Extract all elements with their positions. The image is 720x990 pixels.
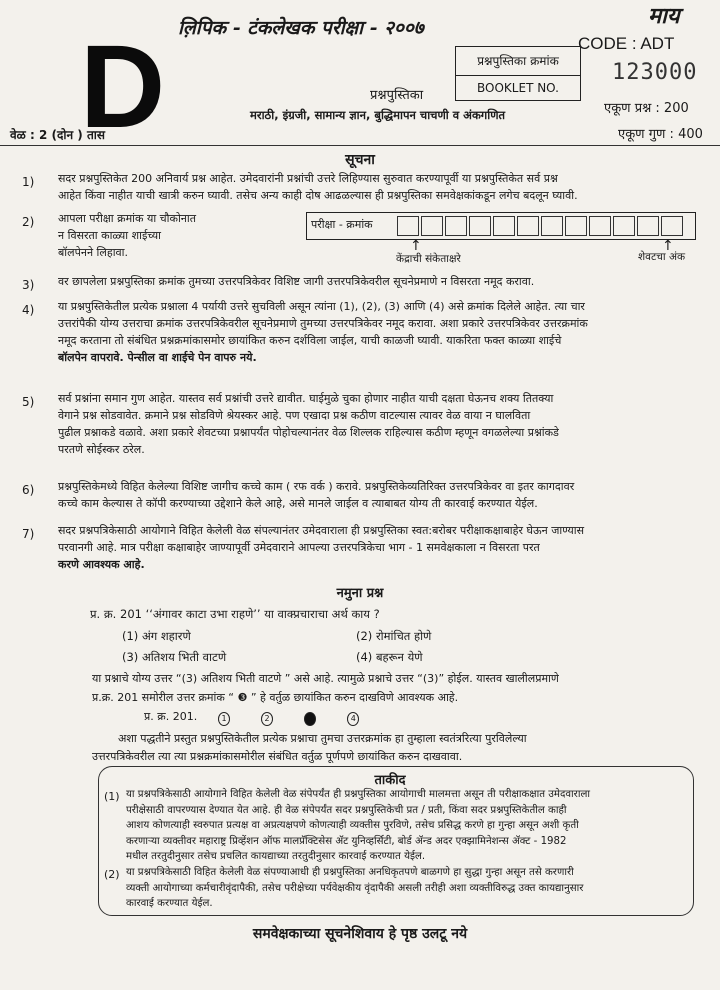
warning-heading: ताकीद — [374, 773, 406, 788]
bubble-option-1: 1 — [218, 712, 230, 726]
instruction-5 — [58, 390, 710, 458]
answer-bubbles — [218, 708, 359, 727]
footer-note: समवेक्षकाच्या सूचनेशिवाय हे पृष्ठ उलटू नये — [252, 926, 468, 942]
instruction-1 — [58, 170, 710, 204]
booklet-no-label-en: BOOKLET NO. — [455, 75, 581, 101]
bubble-option-3-filled: 3 — [304, 712, 316, 726]
instruction-6 — [58, 478, 710, 512]
warning-2-number: (2) — [104, 868, 120, 881]
warning-2-line-2: व्यक्ती आयोगाच्या कर्मचारीवृंदापैकी, तसेच परीक्षेच्या पर्यवेक्षकीय वृंदापैकी असली तरीही अशा व्यक्तीविरुद्ध उक्त कायद्यानुसार — [126, 882, 584, 894]
sample-option-2: (2) रोमांचित होणे — [356, 629, 432, 643]
sample-option-1: (1) अंग शहारणे — [122, 629, 191, 643]
instructions-heading: सूचना — [345, 152, 375, 168]
header-divider — [0, 145, 720, 146]
roll-number-label: परीक्षा - क्रमांक — [311, 218, 373, 231]
instruction-4-line-4: बॉलपेन वापरावे. पेन्सील वा शाईचे पेन वापरु नये. — [58, 351, 257, 364]
instruction-3-line-1: वर छापलेला प्रश्नपुस्तिका क्रमांक तुमच्या उत्तरपत्रिकेवर विशिष्ट जागी उत्तरपत्रिकेवरील सूचनेप्रमाणे न विसरता नमूद करावा. — [58, 275, 535, 288]
instruction-3 — [58, 273, 710, 290]
booklet-label: प्रश्नपुस्तिका — [370, 88, 424, 103]
sample-closing-line-2: उत्तरपत्रिकेवरील त्या त्या प्रश्नक्रमांकासमोरील संबंधित वर्तुळ पूर्णपणे छायांकित करुन दाखवावा. — [92, 750, 463, 763]
booklet-no-label-mr: प्रश्नपुस्तिका क्रमांक — [455, 46, 581, 76]
arrow-up-icon: ↑ — [410, 238, 422, 254]
instruction-5-line-2: वेगाने प्रश्न सोडवावेत. क्रमाने प्रश्न सोडविणे श्रेयस्कर आहे. पण एखादा प्रश्न कठीण वाटल्यास त्यावर वेळ वाया न घालविता — [58, 409, 531, 422]
instruction-2-line-3: बॉलपेनने लिहावा. — [58, 246, 129, 259]
handwritten-corner-note: माय — [648, 3, 680, 29]
instruction-6-line-2: कच्चे काम केल्यास ते कॉपी करण्याच्या उद्देशाने केले आहे, असे मानले जाईल व त्याबाबत योग्य ती कारवाई करण्यात येईल. — [58, 497, 538, 510]
handwritten-title: ल़िपिक - टंकलेखक परीक्षा - २००७ — [178, 17, 424, 39]
instruction-3-number: 3) — [22, 278, 35, 292]
instruction-5-line-4: परतणे सोईस्कर ठरेल. — [58, 443, 145, 456]
instruction-2-line-2: न विसरता काळ्या शाईच्या — [58, 229, 161, 242]
series-letter: D — [80, 21, 166, 153]
instruction-1-number: 1) — [22, 175, 35, 189]
instruction-6-line-1: प्रश्नपुस्तिकेमध्ये विहित केलेल्या विशिष्ट जागीच कच्चे काम ( रफ वर्क ) करावे. प्रश्नपुस्तिकेव्यतिरिक्त उत्तरपत्रिकेवर वा इतर कागदावर — [58, 480, 575, 493]
sample-option-4: (4) बहरून येणे — [356, 650, 423, 664]
roll-box-left-caption: केंद्राची संकेताक्षरे — [396, 253, 461, 265]
warning-1-line-4: करणाऱ्या व्यक्तीवर महाराष्ट्र प्रिव्हेंशन ऑफ मालप्रॅक्टिसेस ॲट युनिव्हर्सिटी, बोर्ड ॲन्ड अदर एक्झामिनेशन्स ॲक्ट - 1982 — [126, 835, 567, 847]
sample-heading: नमुना प्रश्न — [336, 586, 384, 601]
warning-1-line-2: परीक्षेसाठी वापरण्यास देण्यात येत आहे. ही वेळ संपेपर्यंत सदर प्रश्नपुस्तिकेची प्रत / प्रती, किंवा सदर प्रश्नपुस्तिकेतील काही — [126, 804, 567, 816]
instruction-7 — [58, 522, 710, 573]
instruction-2-number: 2) — [22, 215, 35, 229]
sample-answer-line-2: प्र.क्र. 201 समोरील उत्तर क्रमांक “ ❸ ” हे वर्तुळ छायांकित करुन दाखविणे आवश्यक आहे. — [92, 691, 459, 704]
instruction-7-line-3: करणे आवश्यक आहे. — [58, 558, 145, 571]
sample-question: प्र. क्र. 201 ‘‘अंगावर काटा उभा राहणे’’ या वाक्प्रचाराचा अर्थ काय ? — [90, 607, 380, 621]
total-marks: एकूण गुण : 400 — [618, 127, 703, 142]
warning-1-line-1: या प्रश्नपत्रिकेसाठी आयोगाने विहित केलेली वेळ संपेपर्यंत ही प्रश्नपुस्तिका आयोगाची मालमत्ता असून ती परीक्षाकक्षात उमेदवाराला — [126, 789, 591, 800]
bubble-option-2: 2 — [261, 712, 273, 726]
instruction-1-line-2: आहेत किंवा नाहीत याची खात्री करुन घ्यावी. तसेच अन्य काही दोष आढळल्यास ही प्रश्नपुस्तिका समवेक्षकांकडून लगेच बदलून घ्यावी. — [58, 189, 578, 202]
arrow-up-icon-right: ↑ — [662, 238, 674, 254]
instruction-1-line-1: सदर प्रश्नपुस्तिकेत 200 अनिवार्य प्रश्न आहेत. उमेदवारांनी प्रश्नांची उत्तरे लिहिण्यास सुरुवात करण्यापूर्वी या प्रश्नपुस्तिकेत सर्व प्रश्न — [58, 172, 558, 185]
instruction-2 — [58, 210, 288, 261]
warning-2 — [126, 865, 686, 912]
instruction-5-line-3: पुढील प्रश्नाकडे वळावे. अशा प्रकारे शेवटच्या प्रश्नापर्यंत पोहोचल्यानंतर वेळ शिल्लक राहिल्यास कठीण म्हणून वगळलेल्या प्रश्नांकडे — [58, 426, 559, 439]
roll-box-right-caption: शेवटचा अंक — [638, 251, 686, 263]
warning-1-number: (1) — [104, 790, 120, 803]
instruction-4-number: 4) — [22, 303, 35, 317]
code-label: CODE : ADT — [578, 34, 675, 53]
sample-closing-line-1: अशा पद्धतीने प्रस्तुत प्रश्नपुस्तिकेतील प्रत्येक प्रश्नाचा तुमचा उत्तरक्रमांक हा तुम्हाला स्वतंत्ररित्या पुरविलेल्या — [118, 732, 527, 745]
instruction-7-line-1: सदर प्रश्नपत्रिकेसाठी आयोगाने विहित केलेली वेळ संपल्यानंतर उमेदवाराला ही प्रश्नपुस्तिका स्वत:बरोबर परीक्षाकक्षाबाहेर घेऊन जाण्यास — [58, 524, 585, 537]
exam-time: वेळ : 2 (दोन ) तास — [10, 128, 105, 142]
total-questions: एकूण प्रश्न : 200 — [604, 101, 689, 116]
instruction-5-line-1: सर्व प्रश्नांना समान गुण आहेत. यास्तव सर्व प्रश्नांची उत्तरे द्यावीत. घाईमुळे चुका होणार नाहीत याची दक्षता घेऊनच शक्य तितक्या — [58, 392, 554, 405]
bubble-row-label: प्र. क्र. 201. — [144, 710, 198, 723]
roll-number-cells[interactable] — [397, 216, 685, 240]
warning-2-line-3: कारवाई करण्यात येईल. — [126, 898, 213, 909]
warning-1-line-3: आशय कोणत्याही स्वरुपात प्रत्यक्ष वा अप्रत्यक्षपणे कोणत्याही व्यक्तीस पुरविणे, तसेच प्रसिद्ध करणे हा गुन्हा असून अशी कृती — [126, 820, 579, 831]
sample-option-3: (3) अतिशय भिती वाटणे — [122, 650, 227, 664]
instruction-4 — [58, 298, 710, 366]
instruction-6-number: 6) — [22, 483, 35, 497]
warning-2-line-1: या प्रश्नपत्रिकेसाठी विहित केलेली वेळ संपण्याआधी ही प्रश्नपुस्तिका अनधिकृतपणे बाळगणे हा सुद्धा गुन्हा असून तसे करणारी — [126, 867, 574, 878]
bubble-option-4: 4 — [347, 712, 359, 726]
sample-answer-line-1: या प्रश्नाचे योग्य उत्तर “(3) अतिशय भिती वाटणे ” असे आहे. त्यामुळे प्रश्नाचे उत्तर “(3)” होईल. यास्तव खालीलप्रमाणे — [92, 672, 559, 685]
instruction-2-line-1: आपला परीक्षा क्रमांक या चौकोनात — [58, 212, 197, 225]
instruction-7-line-2: परवानगी आहे. मात्र परीक्षा कक्षाबाहेर जाण्यापूर्वी उमेदवाराने आपल्या उत्तरपत्रिकेचा भाग - 1 समवेक्षकाला न विसरता परत — [58, 541, 540, 554]
instruction-7-number: 7) — [22, 527, 35, 541]
warning-1 — [126, 787, 686, 865]
instruction-4-line-2: उत्तरांपैकी योग्य उत्तराचा क्रमांक उत्तरपत्रिकेवरील सूचनेप्रमाणे तुमच्या उत्तरपत्रिकेवर नमूद करावा. अशा प्रकारे उत्तरपत्रिकेवर उत्तरक्रमांक — [58, 317, 588, 330]
booklet-number: 123000 — [612, 60, 698, 85]
roll-number-box[interactable] — [306, 212, 696, 240]
instruction-4-line-3: नमूद करताना तो संबंधित प्रश्नक्रमांकासमोर छायांकित करुन दर्शविला जाईल, याची काळजी घ्यावी. याकरिता फक्त काळ्या शाईचे — [58, 334, 562, 347]
instruction-4-line-1: या प्रश्नपुस्तिकेतील प्रत्येक प्रश्नाला 4 पर्यायी उत्तरे सुचविली असून त्यांना (1), (2), (3) आणि (4) असे क्रमांक दिलेले आहेत. त्या चार — [58, 300, 585, 313]
instruction-5-number: 5) — [22, 395, 35, 409]
subjects: मराठी, इंग्रजी, सामान्य ज्ञान, बुद्धिमापन चाचणी व अंकगणित — [250, 108, 506, 122]
warning-1-line-5: मधील तरतुदीनुसार तसेच प्रचलित कायद्याच्या तरतुदीनुसार कारवाई करण्यात येईल. — [126, 851, 426, 862]
